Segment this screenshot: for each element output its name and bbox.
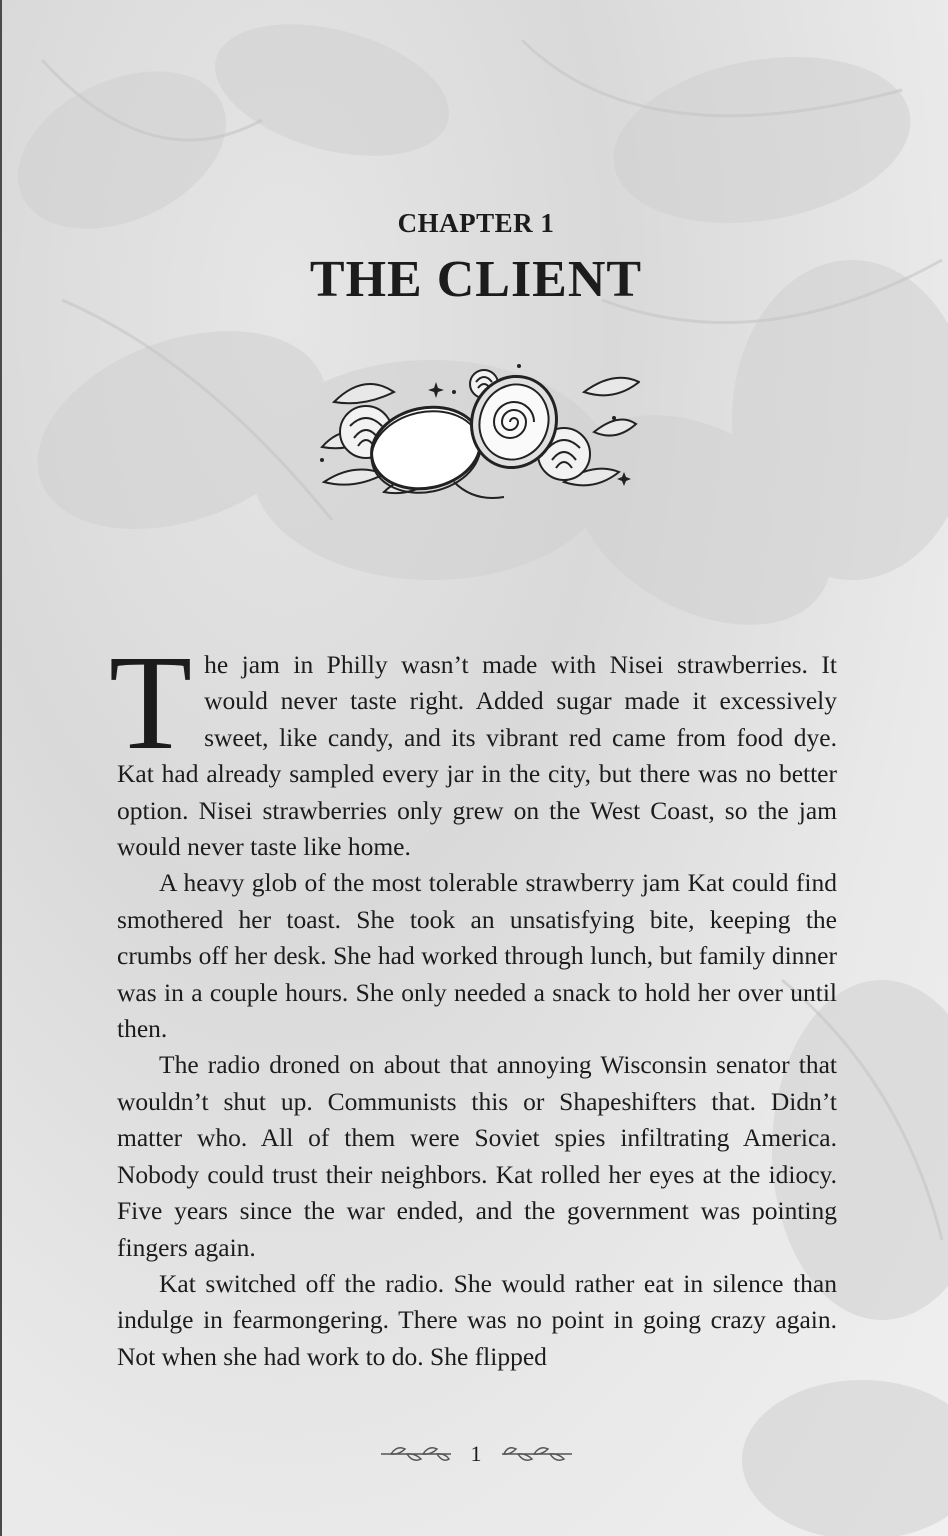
paragraph: A heavy glob of the most tolerable strawberry jam Kat could find smothered her toast. She took an unsatisfying bite, keeping the crumbs off her desk. She had worked through lunch, but family dinner was in a couple hours. She only needed a snack to hold her over until then. [117,868,837,1044]
paragraph [109,628,837,865]
leaf-vine-left-icon [379,1443,453,1465]
chapter-body [109,628,837,1375]
paragraph-text: he jam in Philly wasn’t made with Nisei strawberries. It would never taste right. Added sugar made it excessively sweet, like candy, and its vibrant red came from food dye. Kat had already sampled every jar in the city, but there was no better option. Nisei strawberries only grew on the West Coast, so the jam would never taste like home. [117,650,837,862]
page-footer [2,1436,948,1472]
compact-mirror-with-peonies-icon [314,362,640,510]
drop-cap: T [109,628,193,778]
paragraph: The radio droned on about that annoying Wisconsin senator that wouldn’t shut up. Communists this or Shapeshifters that. Didn’t matter who. All of them were Soviet spies infiltrating America. Nobody could trust their neighbors. Kat rolled her eyes at the idiocy. Five years since the war ended, and the government was pointing fingers again. [117,1050,837,1262]
leaf-vine-right-icon [500,1443,574,1465]
page-number: 1 [470,1441,482,1466]
chapter-title: THE CLIENT [309,251,643,308]
chapter-label: CHAPTER 1 [397,208,555,238]
paragraph: Kat switched off the radio. She would rather eat in silence than indulge in fearmongering. There was no point in going crazy again. Not when she had work to do. She flipped [117,1268,837,1371]
